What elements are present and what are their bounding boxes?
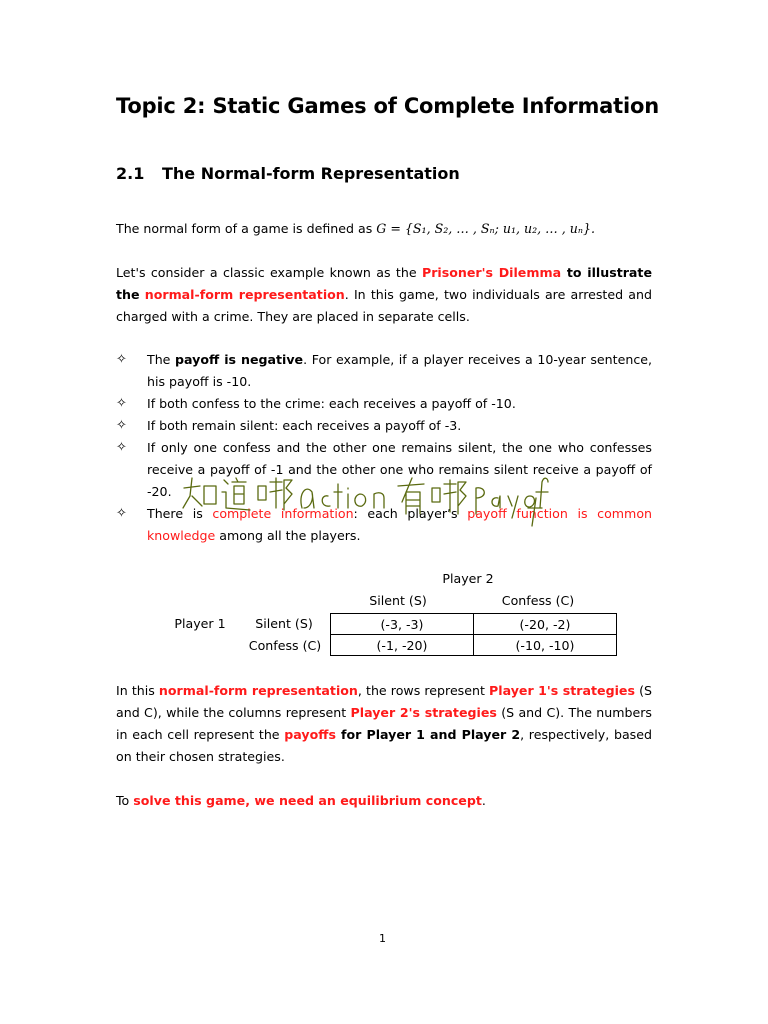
explanation-paragraph bbox=[116, 680, 652, 768]
bullet-text: If both remain silent: each receives a payoff of -3. bbox=[147, 418, 462, 433]
text-run: , the rows represent bbox=[357, 683, 490, 698]
row-header-silent: Silent (S) bbox=[255, 616, 313, 631]
highlight-player1-strategies: Player 1's strategies bbox=[489, 683, 635, 698]
bullet-item bbox=[116, 437, 652, 503]
row-header-confess: Confess (C) bbox=[248, 638, 322, 653]
payoff-cell-ss: (-3, -3) bbox=[331, 614, 474, 635]
highlight-normal-form: normal-form representation bbox=[144, 287, 345, 302]
payoff-cell-cc: (-10, -10) bbox=[474, 635, 617, 656]
bold-run: payoff is negative bbox=[175, 352, 304, 367]
text-run: . In this game, two individuals are arrested and charged with a crime. They are placed in separate cells. bbox=[116, 287, 652, 324]
diamond-star-icon: ✧ bbox=[116, 396, 127, 411]
intro-text: The normal form of a game is defined as bbox=[116, 221, 377, 236]
table-row bbox=[331, 635, 617, 656]
text-run: among all the players. bbox=[215, 528, 361, 543]
text-run: Let's consider a classic example known as the bbox=[116, 265, 422, 280]
bullet-item bbox=[116, 349, 652, 393]
highlight-complete-information: complete information bbox=[212, 506, 354, 521]
bullet-text: If only one confess and the other one remains silent, the one who confesses receive a payoff of -1 and the other one who remains silent receive a payoff of -20. bbox=[147, 440, 652, 499]
payoff-cell-sc: (-20, -2) bbox=[474, 614, 617, 635]
intro-paragraph bbox=[116, 218, 652, 240]
diamond-star-icon: ✧ bbox=[116, 418, 127, 433]
conclusion-paragraph bbox=[116, 790, 652, 812]
text-run: . bbox=[481, 793, 486, 808]
game-formula: G = {S₁, S₂, … , Sₙ; u₁, u₂, … , uₙ}. bbox=[376, 221, 596, 236]
highlight-equilibrium: solve this game, we need an equilibrium concept bbox=[133, 793, 482, 808]
col-header-silent: Silent (S) bbox=[369, 593, 427, 608]
bullet-item bbox=[116, 393, 652, 415]
text-run: To bbox=[116, 793, 134, 808]
bold-run: for Player 1 and Player 2 bbox=[335, 727, 521, 742]
section-heading bbox=[116, 164, 460, 183]
example-paragraph bbox=[116, 262, 652, 328]
bullet-item bbox=[116, 415, 652, 437]
player1-label: Player 1 bbox=[174, 616, 226, 631]
bullet-item bbox=[116, 503, 652, 547]
section-number: 2.1 bbox=[116, 164, 145, 183]
section-title: The Normal-form Representation bbox=[162, 164, 460, 183]
diamond-star-icon: ✧ bbox=[116, 352, 127, 367]
payoff-cell-cs: (-1, -20) bbox=[331, 635, 474, 656]
page-title: Topic 2: Static Games of Complete Information bbox=[116, 94, 659, 118]
text-run: : each player’s bbox=[353, 506, 468, 521]
payoff-matrix bbox=[330, 613, 617, 656]
text-run: (S and C), while the columns represent bbox=[116, 683, 652, 720]
text-run: . For example, if a player receives a 10-year sentence, his payoff is -10. bbox=[147, 352, 652, 389]
diamond-star-icon: ✧ bbox=[116, 440, 127, 455]
highlight-normal-form-2: normal-form representation bbox=[158, 683, 358, 698]
text-run: The bbox=[147, 352, 176, 367]
text-run: In this bbox=[116, 683, 159, 698]
page-number: 1 bbox=[379, 932, 386, 945]
highlight-common-knowledge: payoff function is common knowledge bbox=[147, 506, 653, 543]
bullet-list bbox=[116, 349, 652, 547]
player2-label: Player 2 bbox=[442, 571, 494, 586]
col-header-confess: Confess (C) bbox=[501, 593, 575, 608]
highlight-payoffs: payoffs bbox=[284, 727, 336, 742]
text-run: There is bbox=[147, 506, 213, 521]
diamond-star-icon: ✧ bbox=[116, 506, 127, 521]
highlight-player2-strategies: Player 2's strategies bbox=[350, 705, 497, 720]
text-run: , respectively, based on their chosen strategies. bbox=[116, 727, 652, 764]
text-run: (S and C). The numbers in each cell represent the bbox=[116, 705, 652, 742]
highlight-prisoners-dilemma: Prisoner's Dilemma bbox=[421, 265, 562, 280]
bullet-text: If both confess to the crime: each receives a payoff of -10. bbox=[147, 396, 516, 411]
bold-run: to illustrate the bbox=[116, 265, 652, 302]
table-row bbox=[331, 614, 617, 635]
